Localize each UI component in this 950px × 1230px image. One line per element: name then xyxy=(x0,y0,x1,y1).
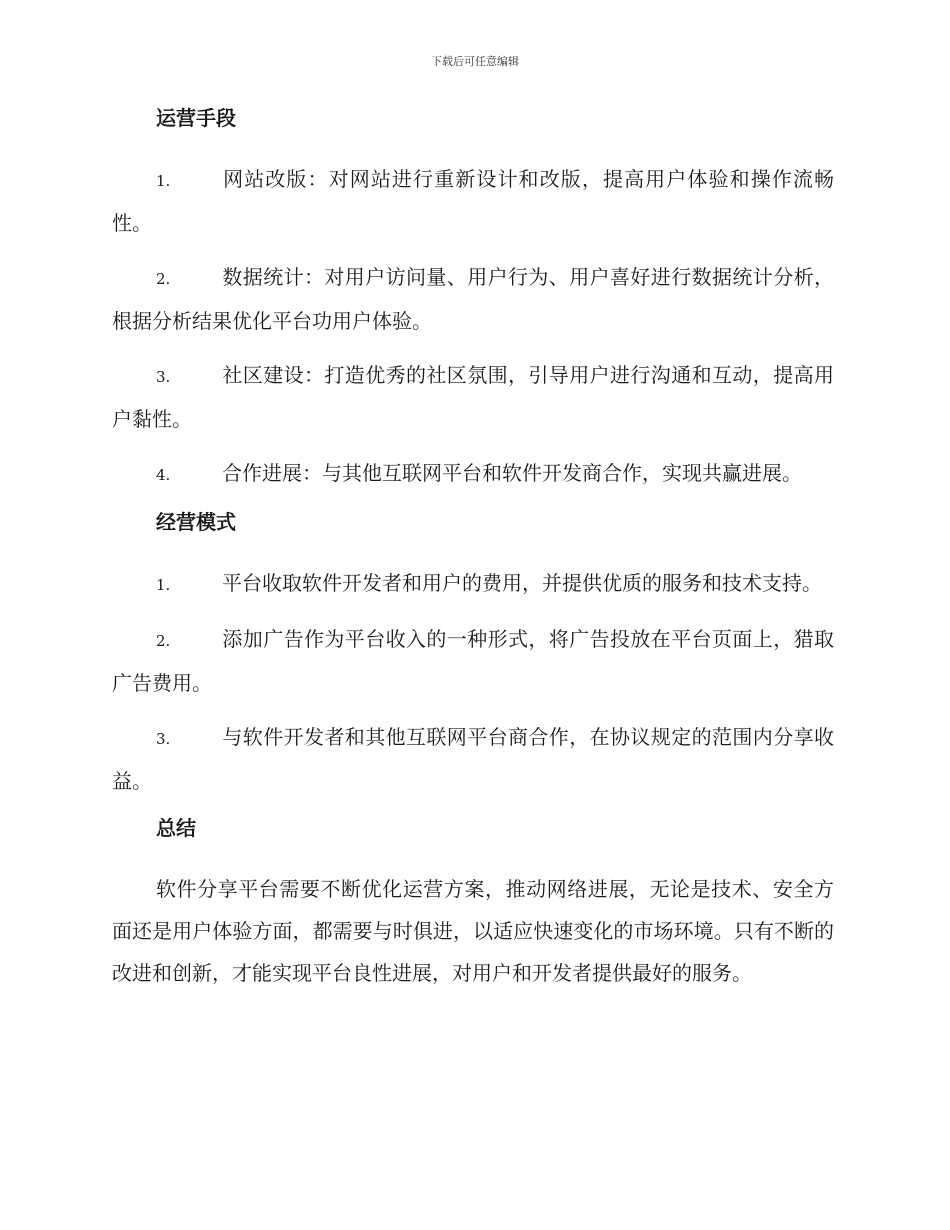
list-item xyxy=(112,562,834,606)
list-item-number: 1. xyxy=(156,576,171,594)
list-item-text: 数据统计：对用户访问量、用户行为、用户喜好进行数据统计分析，根据分析结果优化平台功用户体验。 xyxy=(112,265,834,333)
list-item xyxy=(112,618,834,704)
page-header: 下载后可任意编辑 xyxy=(431,55,519,68)
section-title-summary: 总结 xyxy=(156,816,196,840)
list-item xyxy=(112,716,834,802)
list-item xyxy=(112,256,834,342)
document-body xyxy=(112,104,834,1006)
list-item xyxy=(112,354,834,440)
list-item-text: 合作进展：与其他互联网平台和软件开发商合作，实现共赢进展。 xyxy=(222,461,802,485)
list-item-number: 1. xyxy=(156,172,171,190)
list-item-text: 添加广告作为平台收入的一种形式，将广告投放在平台页面上，猎取广告费用。 xyxy=(112,627,834,695)
section-title-business: 经营模式 xyxy=(156,510,236,534)
summary-paragraph: 软件分享平台需要不断优化运营方案，推动网络进展，无论是技术、安全方面还是用户体验方面，都需要与时俱进，以适应快速变化的市场环境。只有不断的改进和创新，才能实现平台良性进展，对用户和开发者提供最好的服务。 xyxy=(112,877,834,985)
list-item-number: 3. xyxy=(156,730,171,748)
section-title-operations: 运营手段 xyxy=(156,106,236,130)
list-item xyxy=(112,158,834,244)
list-item-number: 4. xyxy=(156,466,171,484)
list-item-text: 平台收取软件开发者和用户的费用，并提供优质的服务和技术支持。 xyxy=(222,571,822,595)
list-item-number: 2. xyxy=(156,270,171,288)
list-item-text: 社区建设：打造优秀的社区氛围，引导用户进行沟通和互动，提高用户黏性。 xyxy=(112,363,834,431)
list-item xyxy=(112,452,834,496)
list-item-number: 3. xyxy=(156,368,171,386)
list-item-text: 与软件开发者和其他互联网平台商合作，在协议规定的范围内分享收益。 xyxy=(112,725,834,793)
list-item-number: 2. xyxy=(156,632,171,650)
list-item-text: 网站改版：对网站进行重新设计和改版，提高用户体验和操作流畅性。 xyxy=(112,167,834,235)
